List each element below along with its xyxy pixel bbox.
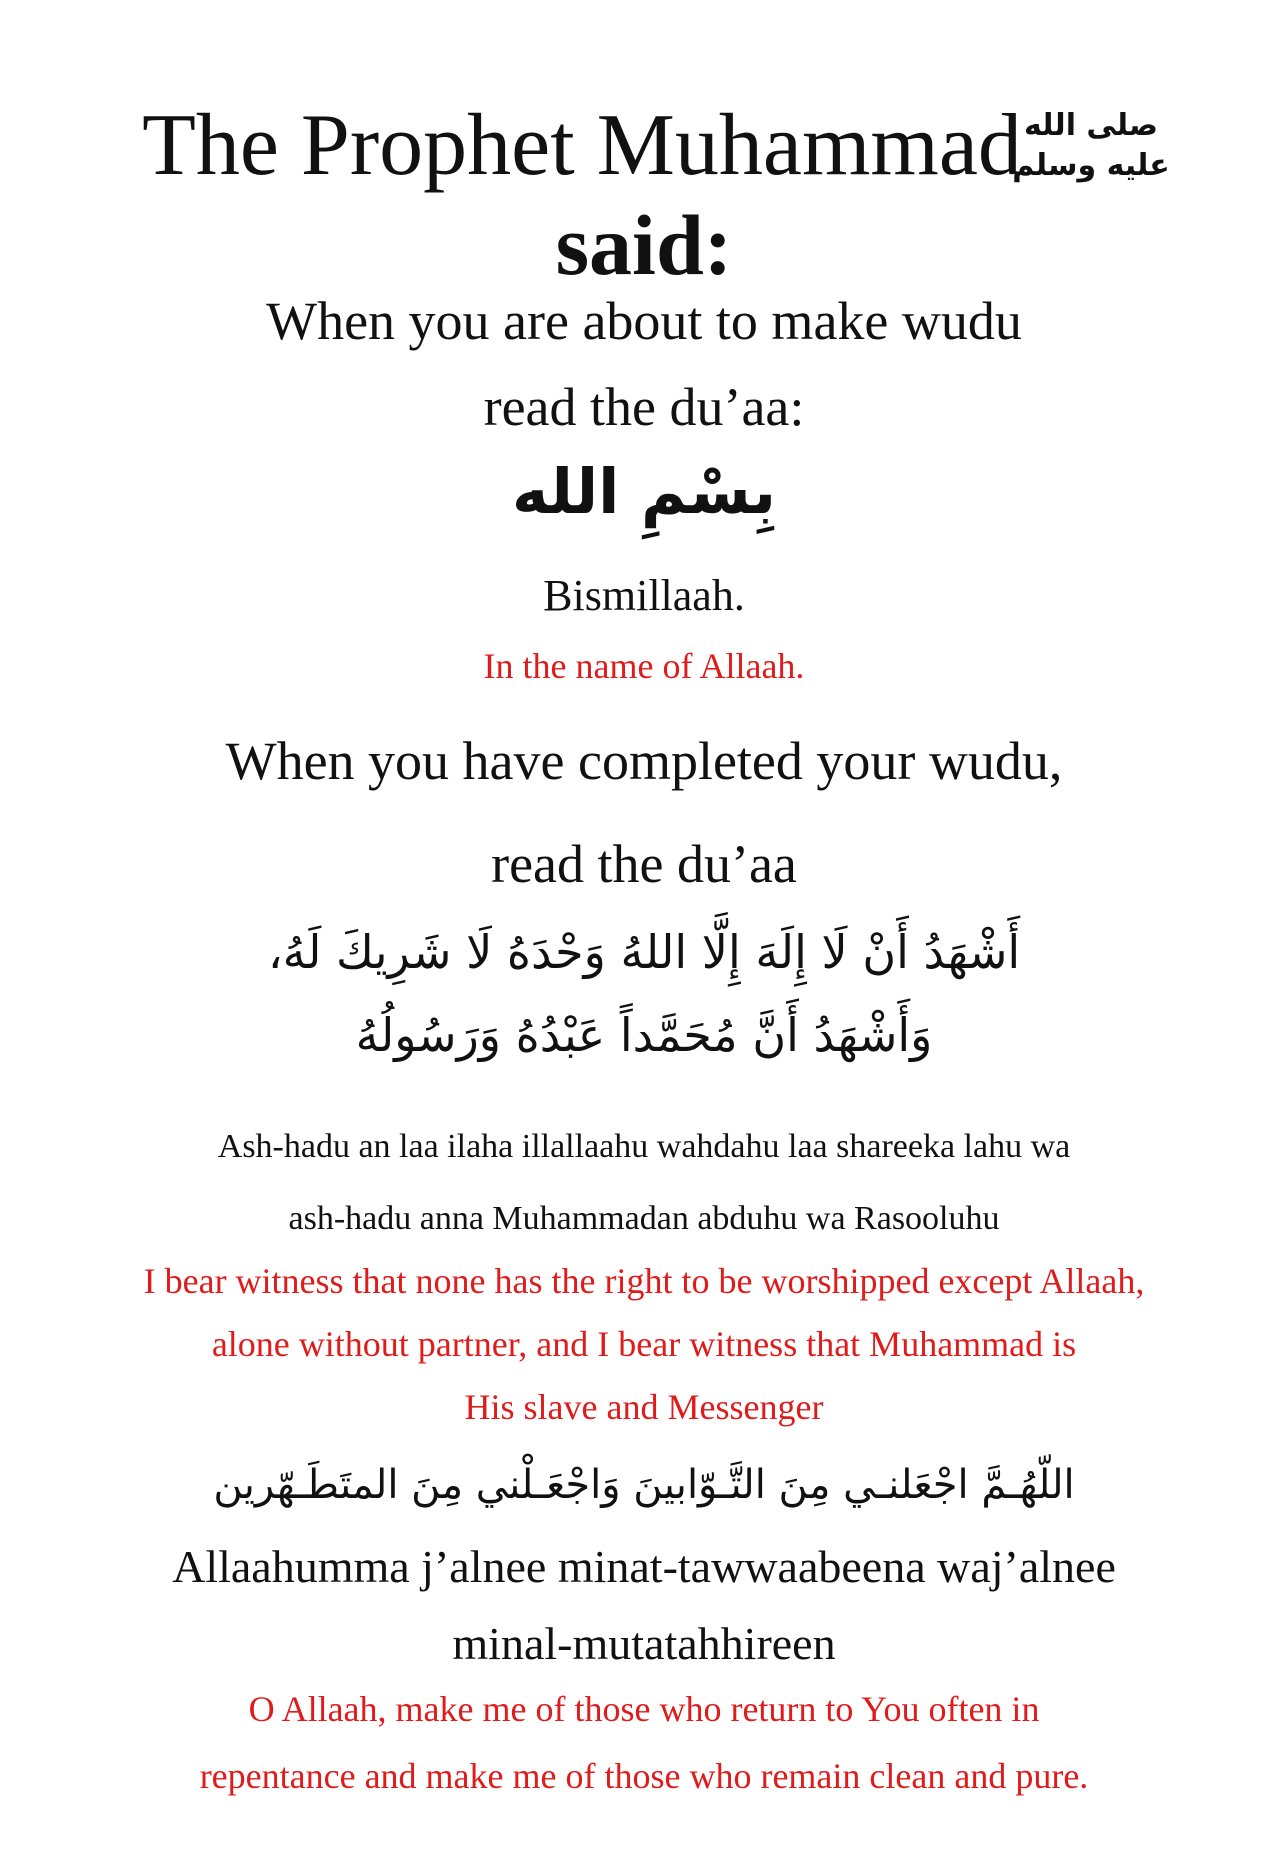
shahada-translation-line-3: His slave and Messenger xyxy=(464,1387,824,1427)
seal-text-top: صلى الله xyxy=(1023,107,1158,143)
shahada-translation-line-2: alone without partner, and I bear witness that Muhammad is xyxy=(211,1324,1077,1364)
tawwabeen-translation-line-1: O Allaah, make me of those who return to You often in xyxy=(248,1689,1040,1729)
tawwabeen-transliteration-line-2: minal-mutatahhireen xyxy=(452,1618,836,1669)
intro-line-2: read the du’aa: xyxy=(483,377,805,437)
after-line-1: When you have completed your wudu, xyxy=(225,731,1063,791)
intro-line-1: When you are about to make wudu xyxy=(266,291,1022,351)
tawwabeen-transliteration-line-1: Allaahumma j’alnee minat-tawwaabeena waj’alnee xyxy=(172,1541,1116,1592)
bismillah-transliteration: Bismillaah. xyxy=(543,571,745,620)
tawwabeen-arabic: اللّهُـمَّ اجْعَلنـي مِنَ التَّـوّابينَ وَاجْعَـلْني مِنَ المتَطَـهّرين xyxy=(213,1462,1075,1508)
bismillah-translation: In the name of Allaah. xyxy=(483,646,805,686)
after-line-2: read the du’aa xyxy=(491,834,797,894)
shahada-arabic-line-2: وَأَشْهَدُ أَنَّ مُحَمَّداً عَبْدُهُ وَرَسُولُهُ xyxy=(355,1008,933,1062)
shahada-transliteration-line-2: ash-hadu anna Muhammadan abduhu wa Rasooluhu xyxy=(288,1200,1000,1237)
title-said: said: xyxy=(555,197,733,293)
shahada-arabic-line-1: أَشْهَدُ أَنْ لَا إِلَهَ إِلَّا اللهُ وَحْدَهُ لَا شَرِيكَ لَهُ، xyxy=(267,925,1021,979)
honorific-seal xyxy=(1012,97,1170,187)
shahada-transliteration-line-1: Ash-hadu an laa ilaha illallaahu wahdahu laa shareeka lahu wa xyxy=(217,1128,1071,1165)
shahada-translation-line-1: I bear witness that none has the right to be worshipped except Allaah, xyxy=(143,1261,1145,1301)
page-title xyxy=(0,95,1288,199)
tawwabeen-translation-line-2: repentance and make me of those who remain clean and pure. xyxy=(199,1756,1089,1796)
bismillah-arabic: بِسْمِ الله xyxy=(511,455,776,528)
seal-text-bottom: عليه وسلم xyxy=(1012,147,1170,183)
title-text: The Prophet Muhammad xyxy=(142,97,1022,194)
